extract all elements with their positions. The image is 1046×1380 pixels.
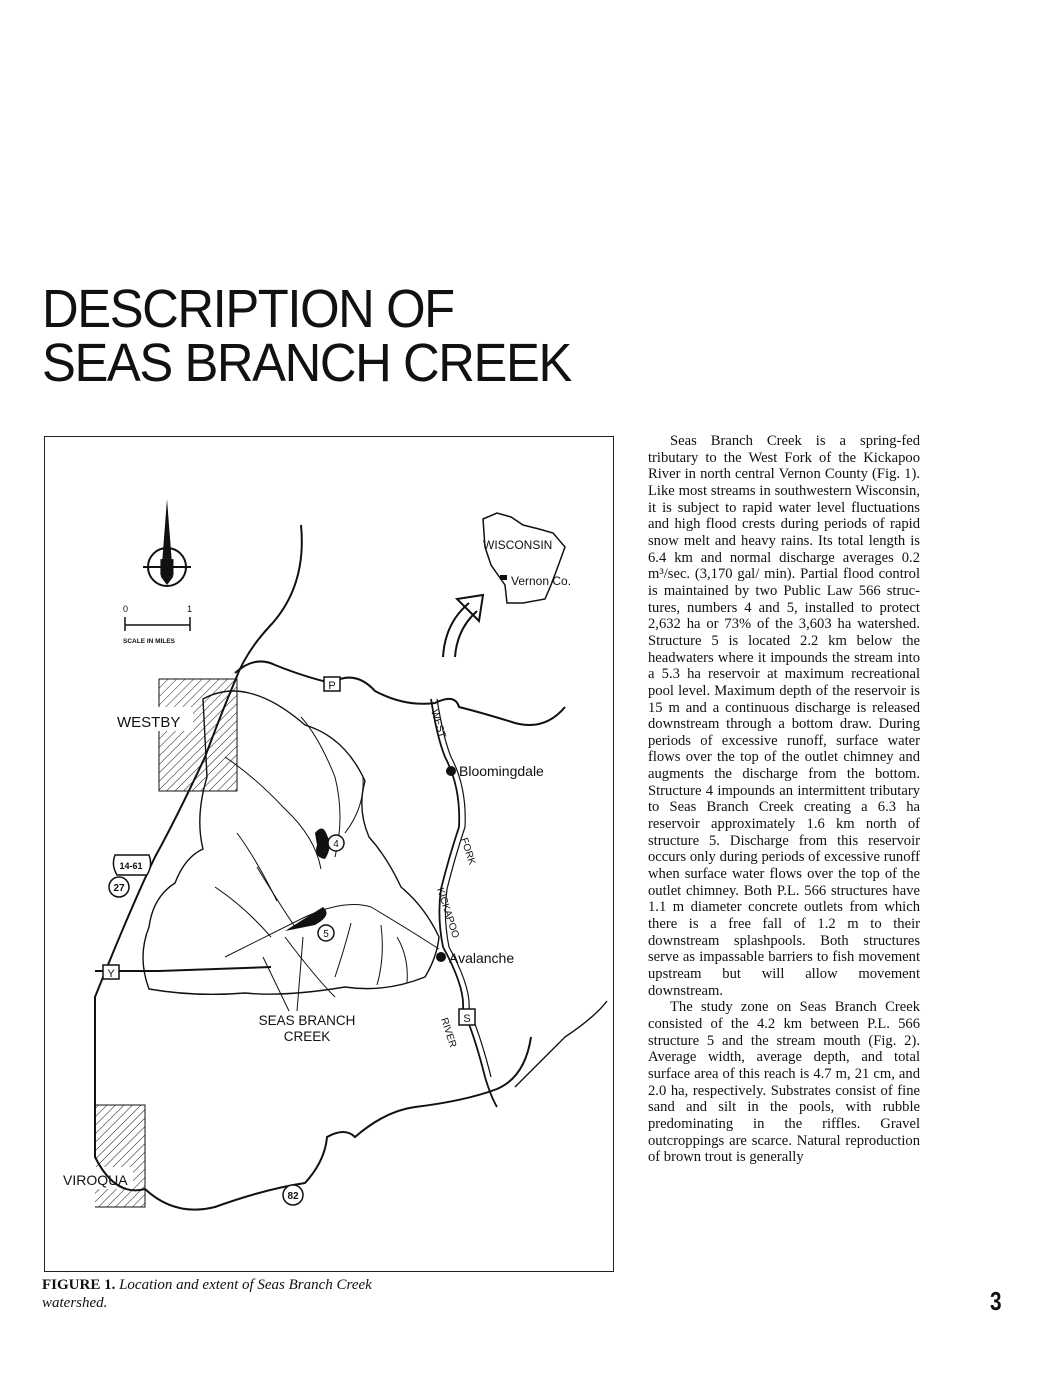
scale-caption: SCALE IN MILES [123, 638, 176, 645]
svg-text:P: P [328, 680, 336, 692]
roads [95, 525, 565, 1210]
svg-text:CREEK: CREEK [283, 1029, 331, 1044]
svg-text:14-61: 14-61 [119, 861, 143, 871]
vernon-co-label: Vernon Co. [511, 574, 572, 588]
svg-text:SEAS BRANCH: SEAS BRANCH [258, 1013, 356, 1028]
avalanche-marker [436, 950, 514, 966]
viroqua-label: VIROQUA [63, 1172, 128, 1188]
page-number: 3 [990, 1286, 1002, 1316]
route-82-shield [283, 1185, 303, 1205]
title-line-1: DESCRIPTION OF [42, 279, 454, 339]
river-label-fork: FORK [458, 836, 478, 867]
river-label-west: WEST [428, 708, 448, 740]
bloomingdale-label: Bloomingdale [459, 763, 544, 779]
route-y-shield [103, 965, 119, 980]
svg-text:S: S [463, 1013, 471, 1025]
watershed-map-figure [44, 436, 614, 1272]
svg-text:4: 4 [333, 839, 339, 850]
svg-text:82: 82 [287, 1191, 299, 1202]
wisconsin-inset [443, 513, 571, 657]
watershed-map [45, 437, 613, 1271]
page-title [42, 279, 571, 393]
body-paragraph-1: Seas Branch Creek is a spring-fed tributary to the West Fork of the Kickapoo River in north central Vernon County (Fig. 1). Like most streams in southwestern Wisconsin, it is subject to rapid water level fluctuations and high flood crests during periods of rapid snow melt and heavy rains. Its total length is 6.4 km and normal discharge averages 0.2 m³/sec. (3,170 gal/ min). Partial flood control is maintained by two Public Law 566 structures, numbers 4 and 5, installed to protect 2,632 ha or 73% of the 3,603 ha watershed. Structure 5 is located 2.2 km below the headwaters where it impounds the stream into a 5.3 ha reservoir at maximum recreational pool level. Maximum depth of the reservoir is 15 m and a continuous discharge is released downstream through a bottom draw. During periods of excessive runoff, surface water flows over the top of the outlet chimney and augments the discharge from the bottom. Structure 4 impounds an intermittent tributary to Seas Branch Creek creating a 6.3 ha reservoir approximately 1.6 km north of structure 5. Discharge from this reservoir occurs only during periods of excessive runoff when surface water flows over the top of the outlet chimney. Both P.L. 566 structures have 1.1 m diameter concrete outlets from which there is a free fall of 1.2 m to their downstream splashpools. Both structures serve as impassable barriers to fish movement upstream but will allow movement downstream. [648, 433, 920, 999]
route-p-shield [324, 677, 340, 692]
river-label-river: RIVER [438, 1016, 459, 1049]
title-line-2: SEAS BRANCH CREEK [42, 333, 571, 393]
scale-one-label: 1 [187, 604, 193, 614]
structure-4-marker [328, 835, 344, 851]
svg-text:Y: Y [107, 968, 115, 980]
westby-area [111, 679, 237, 791]
creek-label [259, 937, 356, 1044]
bloomingdale-marker [446, 763, 544, 779]
north-label: N [159, 555, 175, 580]
figure-caption [42, 1276, 412, 1312]
body-paragraph-2: The study zone on Seas Branch Creek consisted of the 4.2 km between P.L. 566 structure 5 and the stream mouth (Fig. 2). Average width, average depth, and total surface area of this reach is 4.7 m, 21 cm, and 2.0 ha, respectively. Substrates consist of fine sand and silt in the pools, with rubble predominating in the riffles. Gravel outcroppings are scarce. Natural reproduction of brown trout is generally [648, 999, 920, 1166]
westby-label: WESTBY [117, 714, 181, 731]
wisconsin-label: WISCONSIN [483, 538, 553, 552]
viroqua-area [59, 1105, 145, 1207]
figure-caption-text: Location and extent of Seas Branch Creek watershed. [42, 1277, 372, 1311]
river-label-kickapoo: KICKAPOO [434, 886, 461, 940]
scale-zero-label: 0 [123, 604, 129, 614]
route-27-shield [109, 877, 129, 897]
route-s-shield [459, 1009, 475, 1025]
north-arrow-icon [143, 499, 191, 586]
figure-caption-label: FIGURE 1. [42, 1277, 116, 1293]
svg-text:5: 5 [323, 929, 329, 940]
article-body [648, 433, 920, 1166]
svg-text:27: 27 [113, 883, 125, 894]
scale-bar [123, 604, 192, 645]
structure-5-marker [318, 925, 334, 941]
route-14-61-shield [113, 855, 150, 875]
avalanche-label: Avalanche [449, 950, 515, 966]
stream-network [215, 717, 439, 997]
